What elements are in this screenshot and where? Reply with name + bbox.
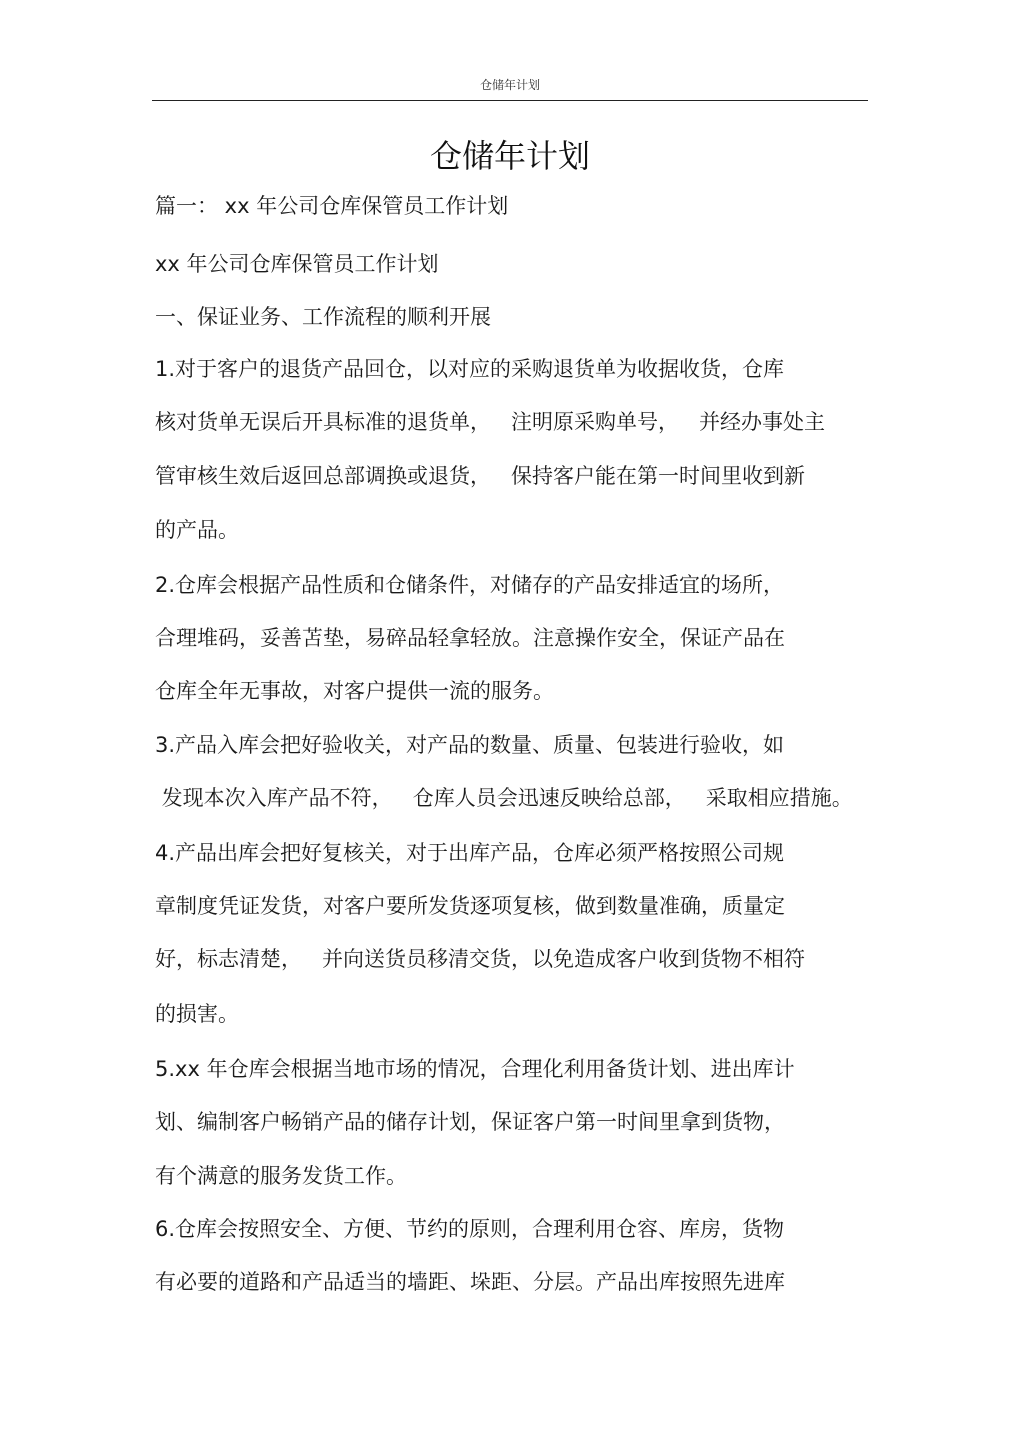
paragraph-line: 合理堆码，妥善苫垫，易碎品轻拿轻放。注意操作安全，保证产品在 <box>155 626 785 650</box>
paragraph-line: 划、编制客户畅销产品的储存计划，保证客户第一时间里拿到货物， <box>155 1110 785 1134</box>
paragraph-line: 3.产品入库会把好验收关，对产品的数量、质量、包装进行验收，如 <box>155 733 785 757</box>
paragraph-line: 2.仓库会根据产品性质和仓储条件，对储存的产品安排适宜的场所， <box>155 573 785 597</box>
paragraph-line: 的损害。 <box>155 1002 239 1026</box>
document-title: 仓储年计划 <box>429 137 590 175</box>
paragraph-line: 4.产品出库会把好复核关，对于出库产品，仓库必须严格按照公司规 <box>155 841 785 865</box>
subtitle: xx 年公司仓库保管员工作计划 <box>155 252 439 276</box>
page-header <box>152 72 868 101</box>
paragraph-line: 有个满意的服务发货工作。 <box>155 1164 407 1188</box>
paragraph-line: 好，标志清楚， 并向送货员移清交货，以免造成客户收到货物不相符 <box>155 947 806 971</box>
paragraph-line: 6.仓库会按照安全、方便、节约的原则，合理利用仓容、库房，货物 <box>155 1217 785 1241</box>
paragraph-line: 仓库全年无事故，对客户提供一流的服务。 <box>155 679 554 703</box>
page-header-text: 仓储年计划 <box>479 78 540 92</box>
paragraph-line: 管审核生效后返回总部调换或退货， 保持客户能在第一时间里收到新 <box>155 464 806 488</box>
paragraph-line: 核对货单无误后开具标准的退货单， 注明原采购单号， 并经办事处主 <box>155 410 826 434</box>
paragraph-line: 1.对于客户的退货产品回仓，以对应的采购退货单为收据收货，仓库 <box>155 357 785 381</box>
paragraph-line: 发现本次入库产品不符， 仓库人员会迅速反映给总部， 采取相应措施。 <box>155 786 853 810</box>
paragraph-line: 章制度凭证发货，对客户要所发货逐项复核，做到数量准确，质量定 <box>155 894 785 918</box>
paragraph-line: 5.xx 年仓库会根据当地市场的情况，合理化利用备货计划、进出库计 <box>155 1057 795 1081</box>
section-heading: 篇一： xx 年公司仓库保管员工作计划 <box>155 194 509 218</box>
paragraph-line: 的产品。 <box>155 518 239 542</box>
paragraph-line: 有必要的道路和产品适当的墙距、垛距、分层。产品出库按照先进库 <box>155 1270 785 1294</box>
section-heading: 一、保证业务、工作流程的顺利开展 <box>155 305 491 329</box>
